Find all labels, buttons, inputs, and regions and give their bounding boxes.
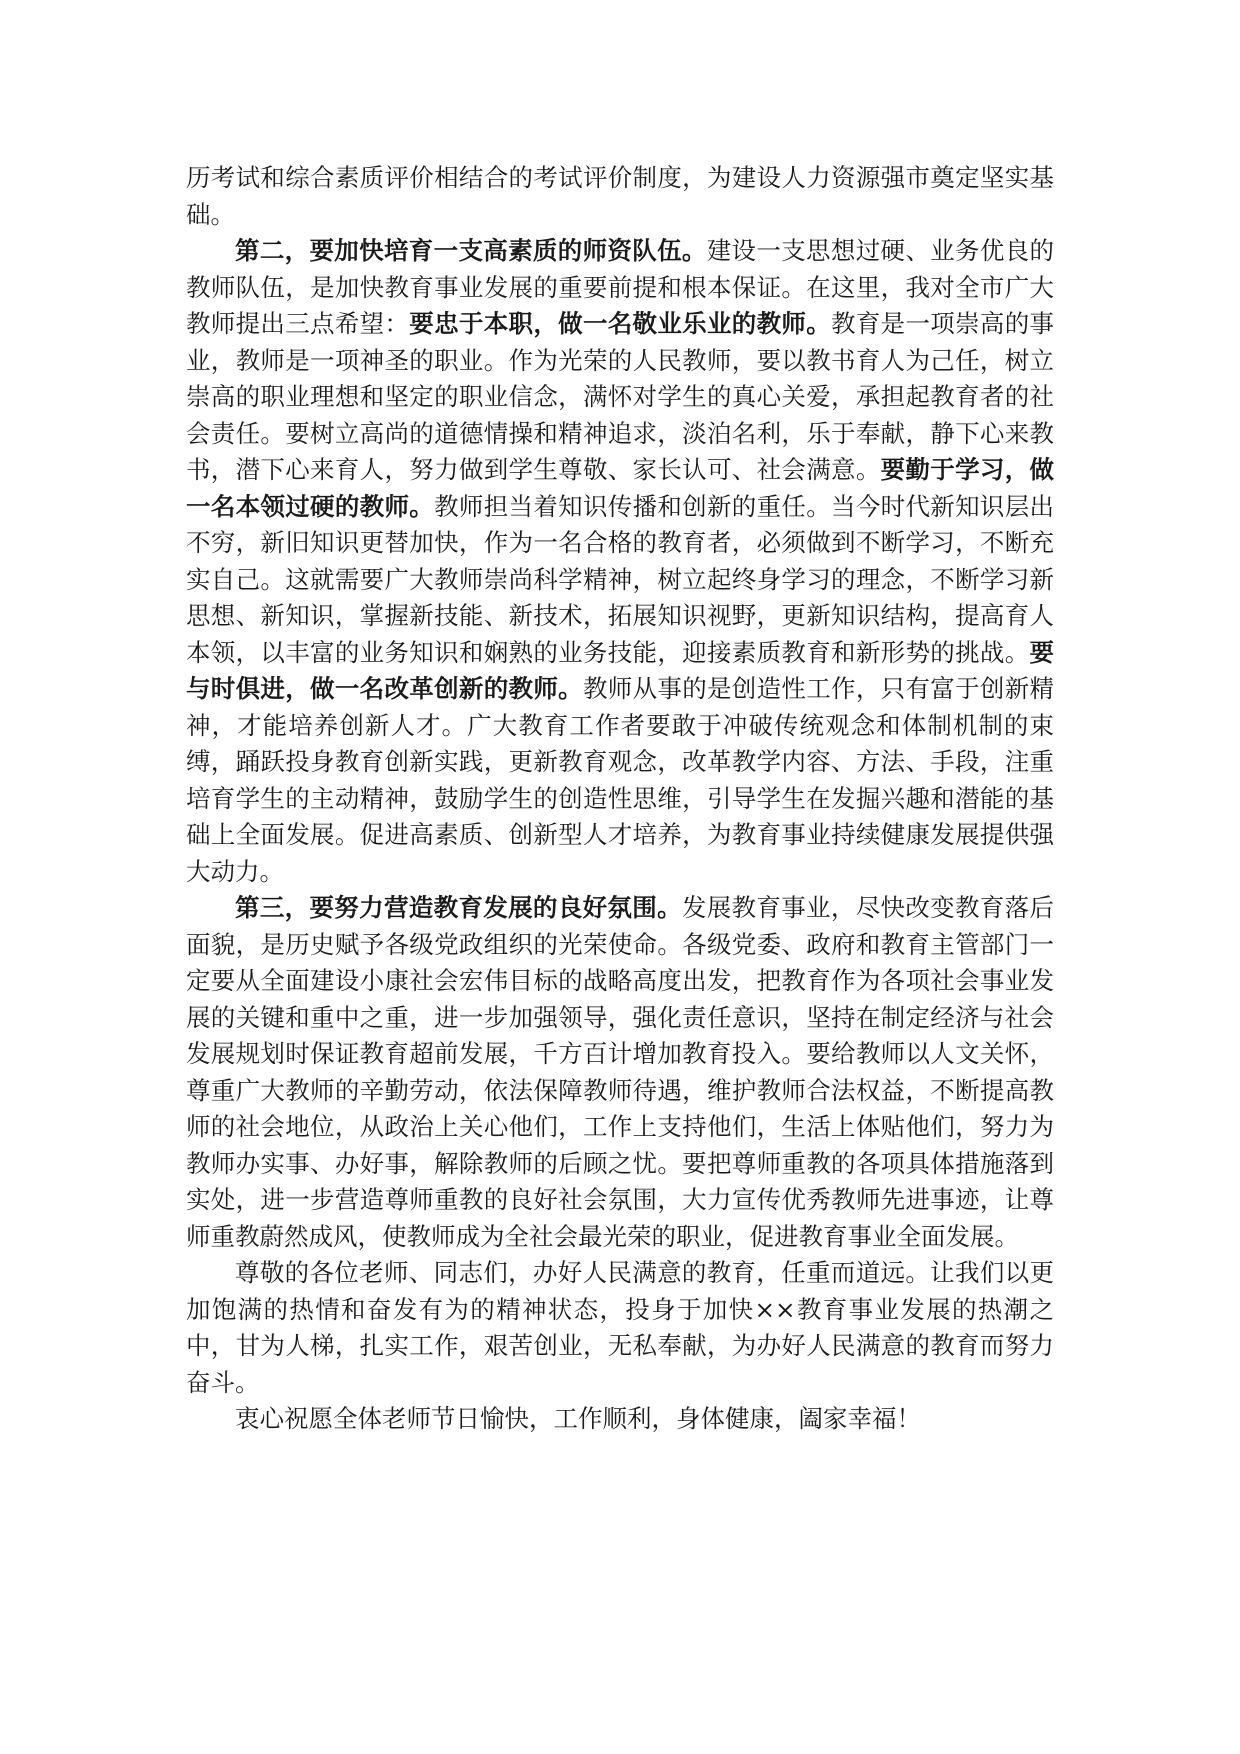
- paragraph: [186, 1401, 1054, 1438]
- bold-heading-text: 第二，要加快培育一支高素质的师资队伍。: [235, 236, 707, 265]
- bold-heading-text: 要勤于学习，做一名本领过硬的教师。: [186, 455, 1055, 521]
- bold-heading-text: 要与时俱进，做一名改革创新的教师。: [186, 637, 1054, 703]
- bold-heading-text: 要忠于本职，做一名敬业乐业的教师。: [409, 309, 832, 338]
- paragraph-text: 衷心祝愿全体老师节日愉快，工作顺利，身体健康，阖家幸福！: [235, 1404, 921, 1433]
- paragraph-text: 教师担当着知识传播和创新的重任。当今时代新知识层出不穷，新旧知识更替加快，作为一名合格的教育者，必须做到不断学习，不断充实自己。这就需要广大教师崇尚科学精神，树立起终身学习的理念，不断学习新思想、新知识，掌握新技能、新技术，拓展知识视野，更新知识结构，提高育人本领，以丰富的业务知识和娴熟的业务技能，迎接素质教育和新形势的挑战。: [186, 491, 1055, 667]
- paragraph-text: 建设一支思想过硬、业务优良的教师队伍，是加快教育事业发展的重要前提和根本保证。在这里，我对全市广大教师提出三点希望：: [186, 236, 1054, 338]
- paragraph-text: 历考试和综合素质评价相结合的考试评价制度，为建设人力资源强市奠定坚实基础。: [186, 163, 1054, 229]
- paragraph-text: 教育是一项崇高的事业，教师是一项神圣的职业。作为光荣的人民教师，要以教书育人为己任，树立崇高的职业理想和坚定的职业信念，满怀对学生的真心关爱，承担起教育者的社会责任。要树立高尚的道德情操和精神追求，淡泊名利，乐于奉献，静下心来教书，潜下心来育人，努力做到学生尊敬、家长认可、社会满意。: [186, 309, 1055, 484]
- paragraph-text: 发展教育事业，尽快改变教育落后面貌，是历史赋予各级党政组织的光荣使命。各级党委、政府和教育主管部门一定要从全面建设小康社会宏伟目标的战略高度出发，把教育作为各项社会事业发展的关键和重中之重，进一步加强领导，强化责任意识，坚持在制定经济与社会发展规划时保证教育超前发展，千方百计增加教育投入。要给教师以人文关怀，尊重广大教师的辛勤劳动，依法保障教师待遇，维护教师合法权益，不断提高教师的社会地位，从政治上关心他们，工作上支持他们，生活上体贴他们，努力为教师办实事、办好事，解除教师的后顾之忧。要把尊师重教的各项具体措施落到实处，进一步营造尊师重教的良好社会氛围，大力宣传优秀教师先进事迹，让尊师重教蔚然成风，使教师成为全社会最光荣的职业，促进教育事业全面发展。: [186, 893, 1054, 1251]
- document-body: [186, 160, 1054, 1438]
- paragraph: [186, 1255, 1054, 1401]
- paragraph: [186, 890, 1054, 1255]
- paragraph: [186, 233, 1054, 890]
- paragraph-text: 教师从事的是创造性工作，只有富于创新精神，才能培养创新人才。广大教育工作者要敢于冲破传统观念和体制机制的束缚，踊跃投身教育创新实践，更新教育观念，改革教学内容、方法、手段，注重培育学生的主动精神，鼓励学生的创造性思维，引导学生在发掘兴趣和潜能的基础上全面发展。促进高素质、创新型人才培养，为教育事业持续健康发展提供强大动力。: [186, 674, 1055, 886]
- paragraph: [186, 160, 1054, 233]
- paragraph-text: 尊敬的各位老师、同志们，办好人民满意的教育，任重而道远。让我们以更加饱满的热情和奋发有为的精神状态，投身于加快××教育事业发展的热潮之中，甘为人梯，扎实工作，艰苦创业，无私奉献，为办好人民满意的教育而努力奋斗。: [186, 1258, 1054, 1397]
- bold-heading-text: 第三，要努力营造教育发展的良好氛围。: [235, 893, 682, 922]
